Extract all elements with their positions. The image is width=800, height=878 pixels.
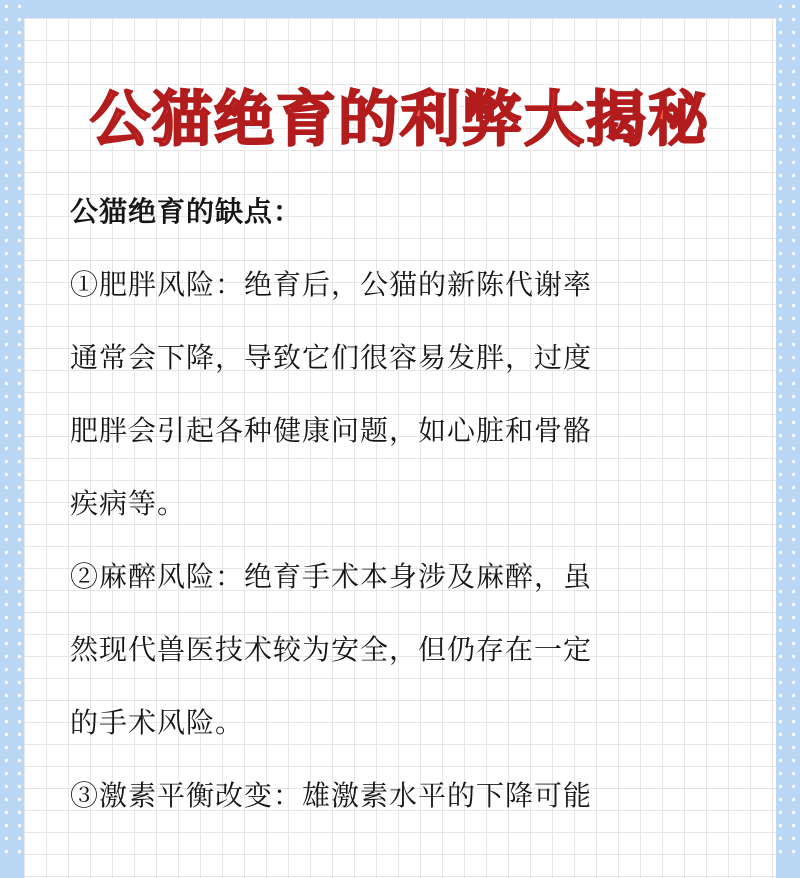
page-title: 公猫绝育的利弊大揭秘 bbox=[90, 85, 710, 155]
article-body bbox=[70, 180, 710, 837]
paragraph-line: 通常会下降，导致它们很容易发胖，过度 bbox=[70, 341, 593, 374]
paragraph-line: 肥胖会引起各种健康问题，如心脏和骨骼 bbox=[70, 414, 593, 447]
paragraph-line: 然现代兽医技术较为安全，但仍存在一定 bbox=[70, 633, 593, 666]
section-heading: 公猫绝育的缺点： bbox=[70, 195, 303, 228]
paragraph-line: 疾病等。 bbox=[70, 487, 187, 520]
paragraph-line: ①肥胖风险：绝育后，公猫的新陈代谢率 bbox=[70, 268, 593, 301]
paragraph-line: 的手术风险。 bbox=[70, 706, 245, 739]
paragraph-line: ②麻醉风险：绝育手术本身涉及麻醉，虽 bbox=[70, 560, 593, 593]
paragraph-line: ③激素平衡改变：雄激素水平的下降可能 bbox=[70, 779, 593, 812]
